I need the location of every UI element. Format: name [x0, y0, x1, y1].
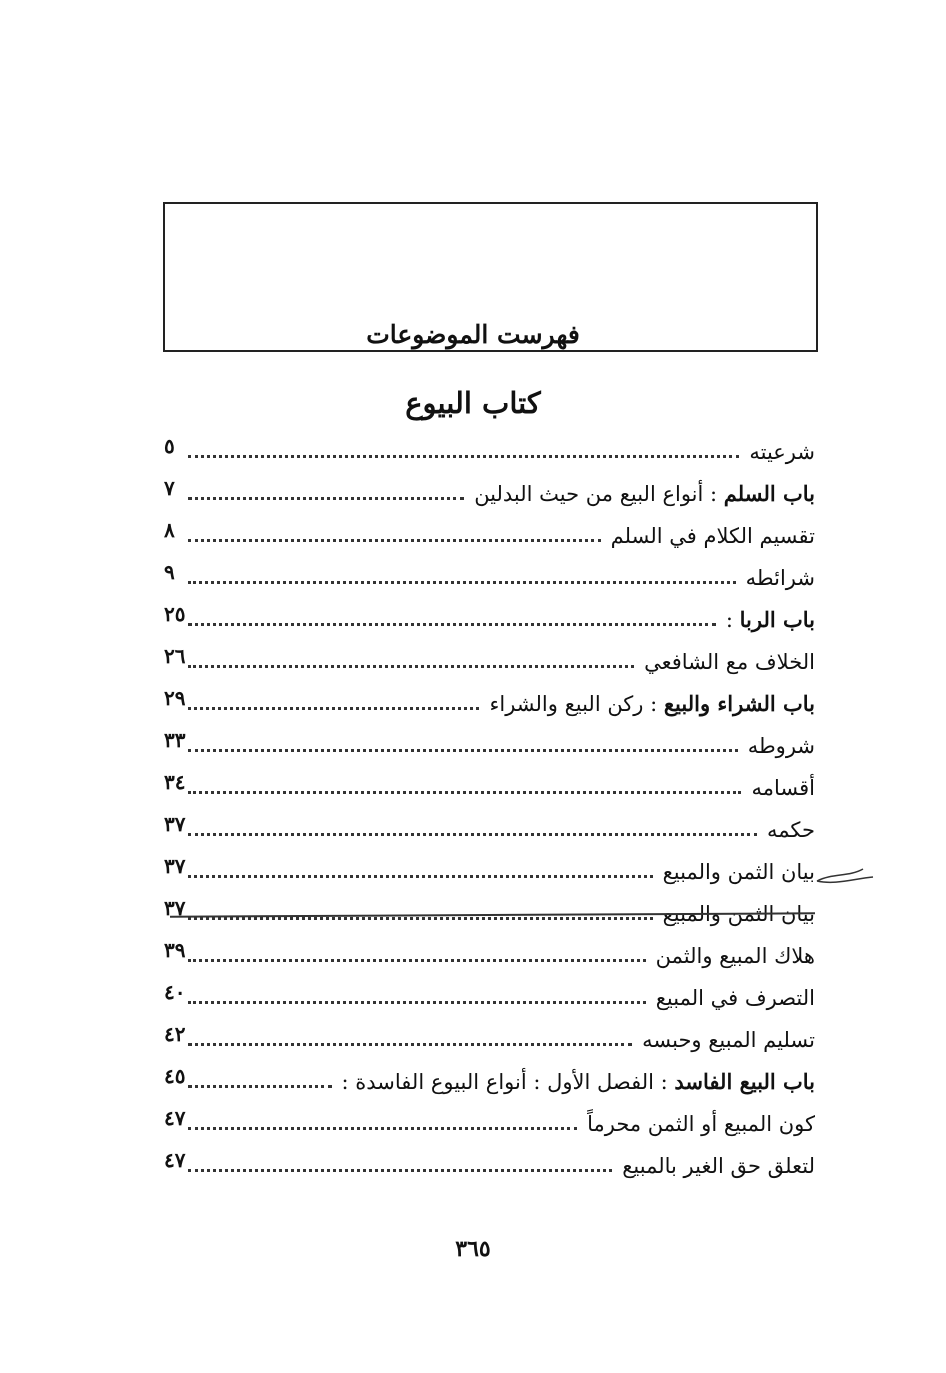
- entry-page: ٤٢: [164, 1022, 186, 1046]
- entry-label: [632, 1027, 815, 1052]
- entry-text: شرعيته: [749, 439, 815, 464]
- leader-dots: [188, 707, 479, 710]
- book-title: كتاب البيوع: [405, 386, 541, 420]
- entry-chapter: باب السلم: [723, 480, 815, 506]
- entry-chapter: باب البيع الفاسد: [674, 1068, 815, 1094]
- toc-entry: [160, 724, 815, 766]
- leader-dots: [188, 959, 646, 962]
- entry-text: بيان الثمن والمبيع: [662, 859, 815, 884]
- entry-page: ٢٦: [164, 644, 186, 668]
- leader-dots: [188, 581, 736, 584]
- entry-page: ٤٥: [164, 1064, 186, 1088]
- entry-text: :: [725, 607, 740, 632]
- entry-text: : ركن البيع والشراء: [489, 691, 664, 716]
- toc-entry: [160, 514, 815, 556]
- entry-label: [738, 733, 815, 758]
- toc-entry: [160, 766, 815, 808]
- toc-entry: [160, 850, 815, 892]
- entry-label: [741, 775, 815, 800]
- entry-page: ٥: [164, 434, 175, 458]
- title-rule: [163, 350, 818, 352]
- table-of-contents: [160, 430, 815, 1186]
- entry-label: [332, 1069, 815, 1094]
- toc-entry: [160, 976, 815, 1018]
- toc-entry: [160, 1018, 815, 1060]
- entry-text: حكمه: [767, 817, 815, 842]
- toc-entry: [160, 472, 815, 514]
- entry-text: التصرف في المبيع: [655, 985, 815, 1010]
- entry-text: كون المبيع أو الثمن محرماً: [587, 1111, 815, 1136]
- entry-label: [634, 649, 815, 674]
- entry-label: [479, 691, 815, 716]
- entry-chapter: باب الشراء والبيع: [663, 690, 815, 716]
- leader-dots: [188, 1043, 632, 1046]
- entry-page: ٣٧: [164, 812, 186, 836]
- entry-text: هلاك المبيع والثمن: [655, 943, 815, 968]
- entry-page: ٣٧: [164, 854, 186, 878]
- toc-entry: [160, 598, 815, 640]
- entry-page: ٢٩: [164, 686, 186, 710]
- entry-label: [612, 1153, 815, 1178]
- entry-page: ٤٧: [164, 1106, 186, 1130]
- toc-entry-struck-out: [160, 892, 815, 934]
- leader-dots: [188, 749, 738, 752]
- entry-label: [653, 859, 815, 884]
- entry-text: شرائطه: [745, 565, 815, 590]
- entry-text: أقسامه: [751, 775, 815, 800]
- entry-label: [646, 943, 815, 968]
- entry-page: ٣٣: [164, 728, 186, 752]
- entry-text: : الفصل الأول : أنواع البيوع الفاسدة :: [341, 1069, 675, 1094]
- index-heading: فهرست الموضوعات: [354, 320, 592, 349]
- entry-text: بيان الثمن والمبيع: [662, 901, 815, 926]
- entry-page: ٣٩: [164, 938, 186, 962]
- leader-dots: [188, 791, 741, 794]
- entry-text: تسليم المبيع وحبسه: [642, 1027, 815, 1052]
- toc-entry: [160, 556, 815, 598]
- toc-entry: [160, 682, 815, 724]
- entry-page: ٢٥: [164, 602, 186, 626]
- leader-dots: [188, 623, 716, 626]
- entry-label: [716, 607, 815, 632]
- entry-page: ٤٠: [164, 980, 186, 1004]
- entry-text: شروطه: [747, 733, 815, 758]
- entry-text: تقسيم الكلام في السلم: [610, 523, 815, 548]
- entry-label: [646, 985, 815, 1010]
- pen-mark-icon: [815, 863, 875, 893]
- leader-dots: [188, 875, 653, 878]
- toc-entry: [160, 1060, 815, 1102]
- entry-page: ٣٤: [164, 770, 186, 794]
- entry-page: ٨: [164, 518, 175, 542]
- entry-page: ٧: [164, 476, 175, 500]
- entry-label: [736, 565, 815, 590]
- toc-entry: [160, 430, 815, 472]
- entry-label: [757, 817, 815, 842]
- leader-dots: [188, 1127, 577, 1130]
- toc-entry: [160, 1144, 815, 1186]
- leader-dots: [188, 1001, 646, 1004]
- entry-text: لتعلق حق الغير بالمبيع: [622, 1153, 815, 1178]
- entry-text: : أنواع البيع من حيث البدلين: [474, 481, 724, 506]
- leader-dots: [188, 1169, 612, 1172]
- entry-label: [601, 523, 815, 548]
- entry-chapter: باب الربا: [739, 606, 815, 632]
- leader-dots: [188, 497, 464, 500]
- index-heading-wrap: [0, 320, 946, 349]
- entry-page: ٩: [164, 560, 175, 584]
- entry-label: [739, 439, 815, 464]
- leader-dots: [188, 1085, 332, 1088]
- leader-dots: [188, 833, 757, 836]
- page-number: ٣٦٥: [455, 1236, 491, 1262]
- toc-entry: [160, 640, 815, 682]
- leader-dots: [188, 665, 634, 668]
- entry-text: الخلاف مع الشافعي: [644, 649, 815, 674]
- leader-dots: [188, 455, 739, 458]
- entry-page: ٣٧: [164, 896, 186, 920]
- toc-entry: [160, 1102, 815, 1144]
- entry-page: ٤٧: [164, 1148, 186, 1172]
- leader-dots: [188, 539, 601, 542]
- entry-label: [464, 481, 815, 506]
- toc-entry: [160, 808, 815, 850]
- entry-label: [577, 1111, 815, 1136]
- toc-entry: [160, 934, 815, 976]
